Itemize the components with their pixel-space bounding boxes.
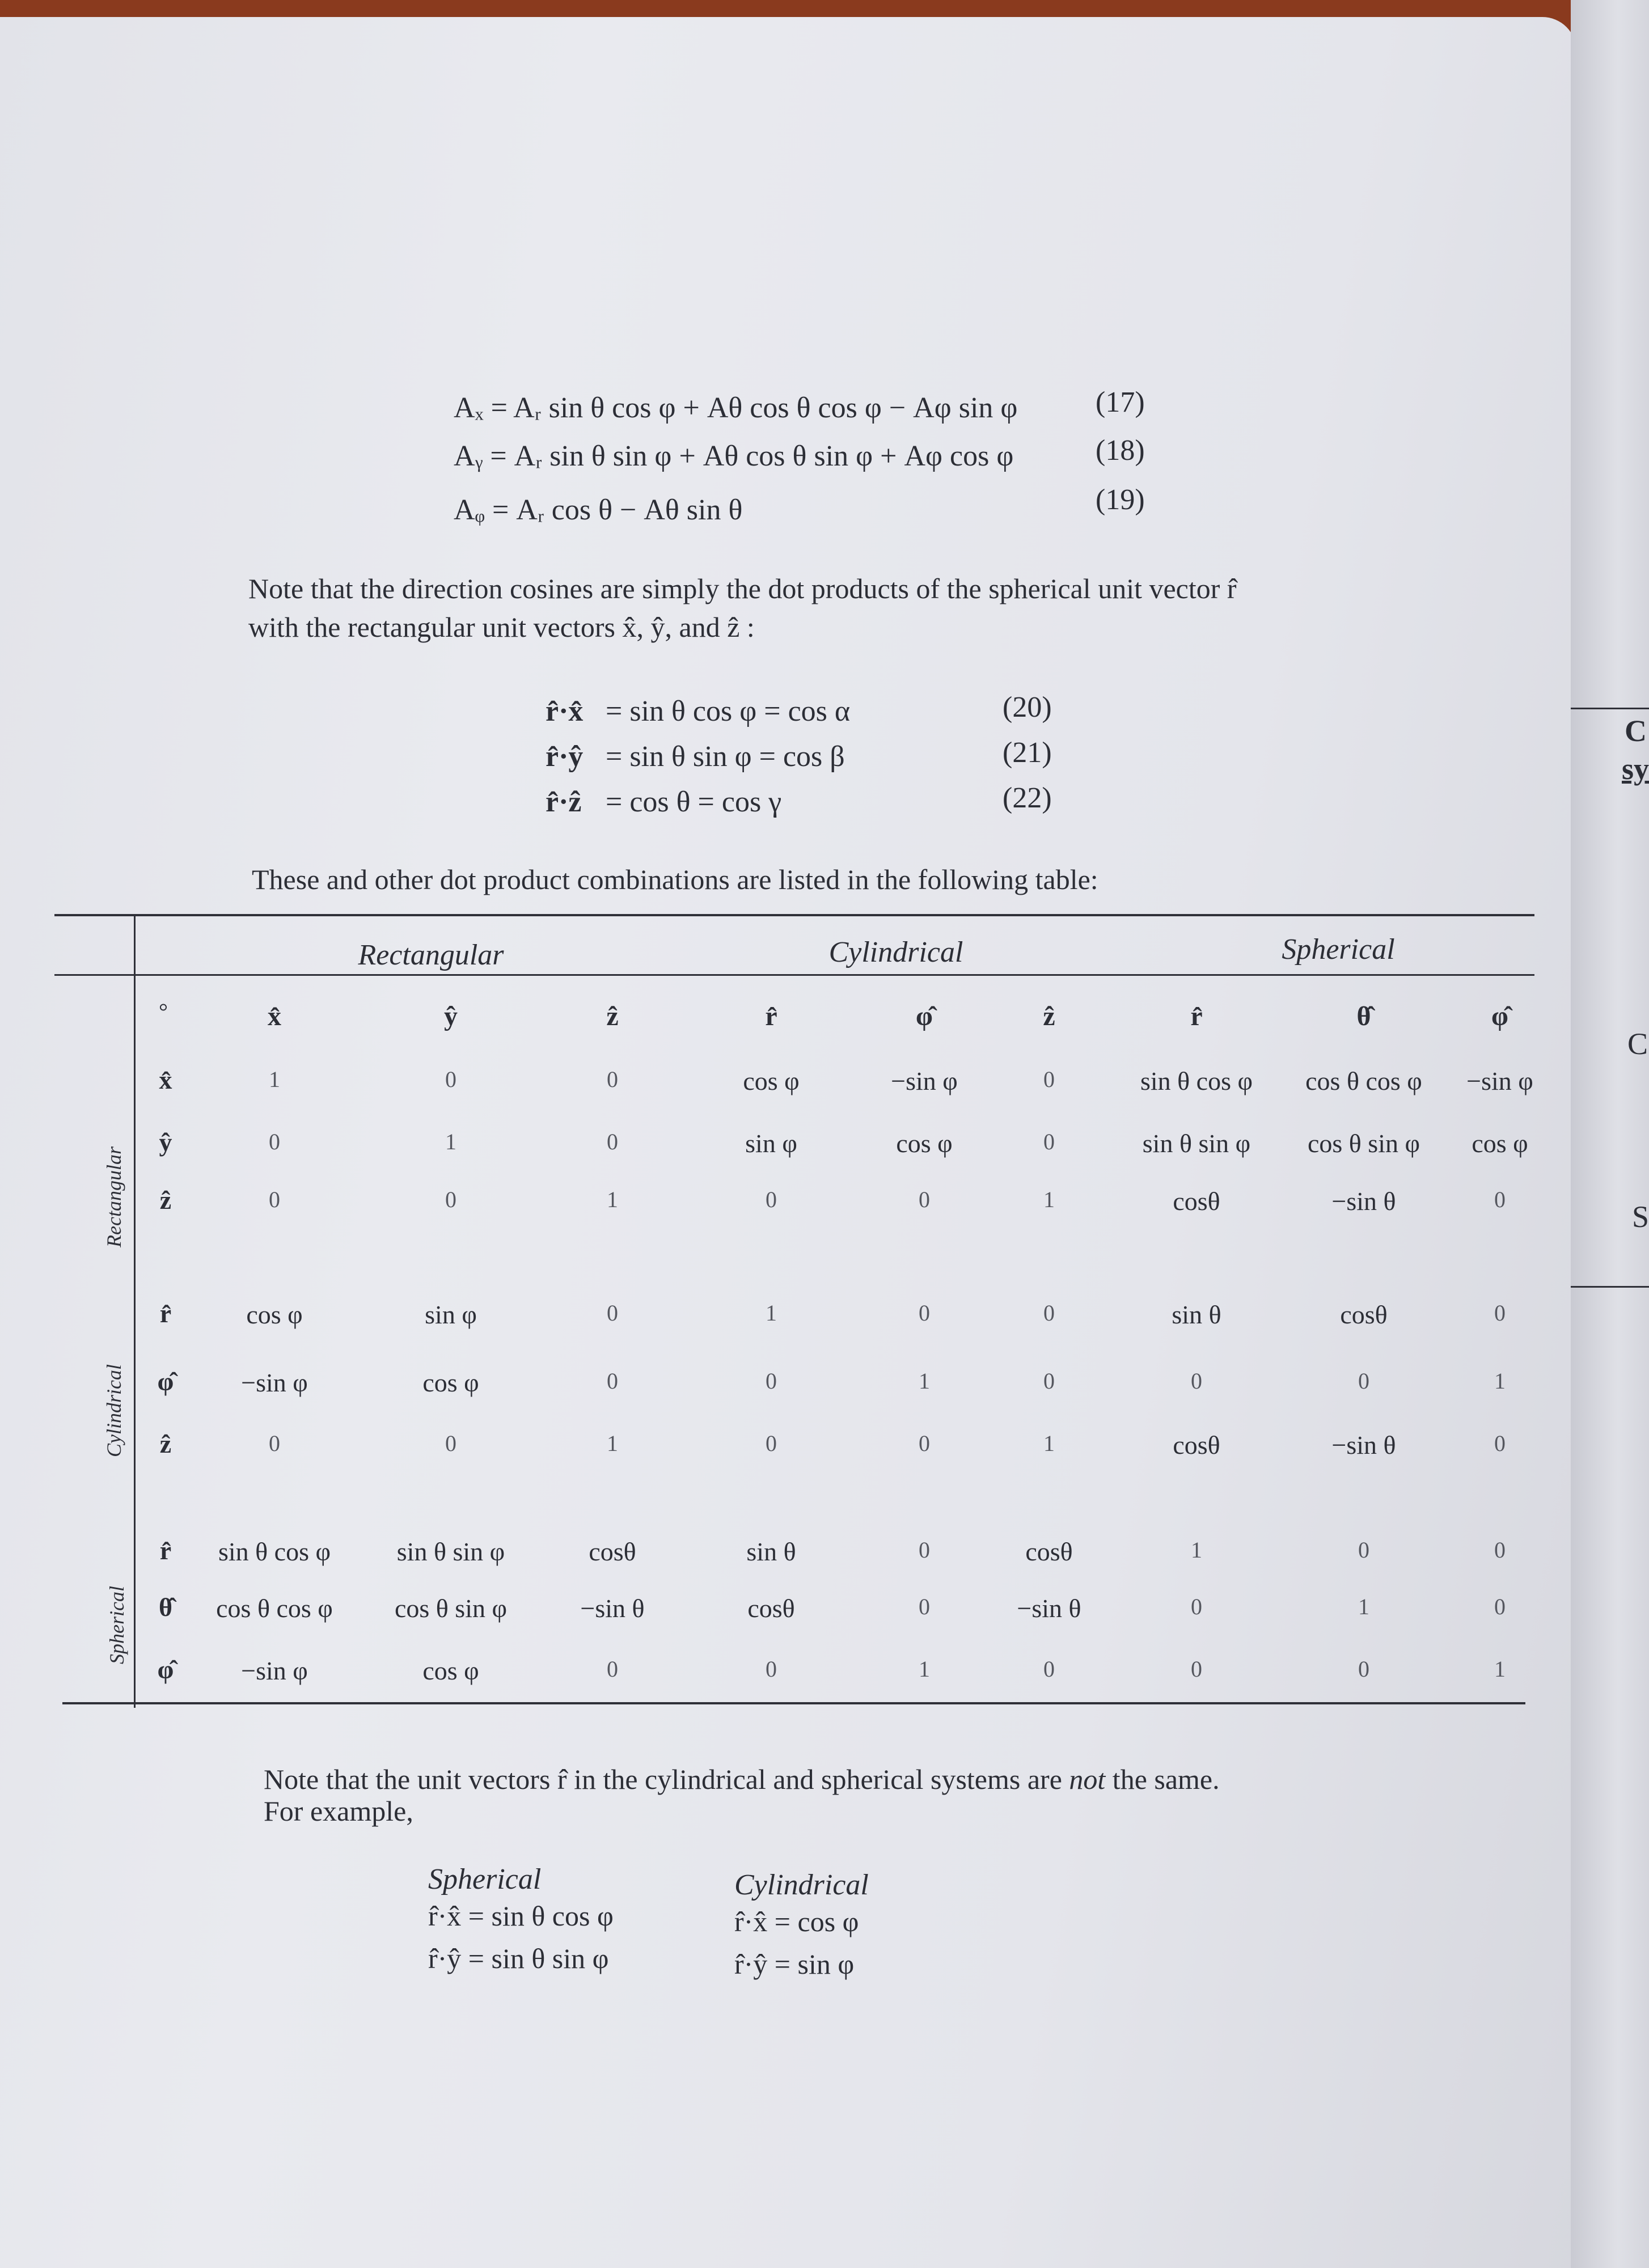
edge-fragment-3: C [1627,1027,1648,1061]
table-cell: cos φ [896,1129,953,1158]
next-page-edge [1571,0,1649,2268]
table-cell: −sin θ [1331,1187,1396,1216]
table-cell: 0 [607,1368,618,1394]
side-label-rectangular: Rectangular [103,1146,125,1247]
table-cell: cosθ [747,1594,795,1623]
table-cell: 0 [445,1431,456,1456]
equation-17: Aₓ = Aᵣ sin θ cos φ + Aθ cos θ cos φ − Aφ sin φ [454,392,1018,424]
table-cell: 1 [1043,1187,1055,1212]
table-cell: 0 [607,1300,618,1326]
table-cell: −sin θ [580,1594,645,1623]
table-cell: 0 [1494,1594,1506,1619]
table-cell: 1 [1043,1431,1055,1456]
row-label: ẑ [159,1429,172,1458]
equation-number-20: (20) [1003,691,1052,723]
equation-number-21: (21) [1003,737,1052,769]
table-cell: 0 [1494,1187,1506,1212]
table-cell: 1 [269,1067,280,1092]
table-cell: 0 [607,1129,618,1154]
table-cell: cos θ sin φ [1307,1129,1420,1158]
table-cell: 0 [1043,1129,1055,1154]
table-cell: 0 [766,1368,777,1394]
row-label: x̂ [159,1065,172,1094]
column-header-5: φ̂ [916,1001,933,1031]
column-header-7: r̂ [1190,1001,1203,1031]
edge-fragment-1: C [1625,714,1647,748]
book-page [0,17,1576,2268]
side-label-spherical: Spherical [105,1586,128,1664]
side-label-cylindrical: Cylindrical [103,1364,125,1457]
table-left-rule [134,914,136,1708]
table-cell: 0 [269,1187,280,1212]
table-cell: 0 [919,1594,930,1619]
example-heading-spherical: Spherical [428,1863,542,1895]
table-cell: 0 [1358,1368,1369,1394]
next-page-rule-1 [1571,708,1649,709]
equation-number-19: (19) [1096,484,1145,516]
table-cell: 0 [269,1129,280,1154]
table-header-rule [54,974,1534,976]
table-cell: 0 [919,1187,930,1212]
table-cell: sin θ [1172,1300,1221,1329]
table-cell: cos φ [422,1368,479,1397]
table-cell: cos φ [422,1656,479,1685]
equation-22-rhs: = cos θ = cos γ [606,786,782,818]
table-cell: −sin θ [1017,1594,1081,1623]
note-text-a: Note that the unit vectors r̂ in the cylindrical and spherical systems are [264,1763,1069,1795]
table-cell: 0 [1191,1594,1202,1619]
table-cell: 1 [1494,1656,1506,1682]
equation-number-22: (22) [1003,782,1052,814]
table-cell: 0 [1358,1537,1369,1563]
table-cell: 0 [1358,1656,1369,1682]
table-cell: sin θ cos φ [1140,1067,1253,1095]
table-cell: cosθ [1173,1187,1220,1216]
table-cell: 0 [766,1187,777,1212]
table-cell: cos θ sin φ [394,1594,508,1623]
column-header-1: x̂ [268,1001,281,1031]
intro-line-1: Note that the direction cosines are simply the dot products of the spherical unit vector r̂ [248,573,1237,604]
table-cell: cos θ cos φ [1305,1067,1422,1095]
table-cell: sin θ sin φ [1142,1129,1251,1158]
table-cell: −sin φ [891,1067,958,1095]
table-top-rule [54,914,1534,916]
table-cell: 0 [607,1067,618,1092]
intro-line-2: with the rectangular unit vectors x̂, ŷ, and ẑ : [248,611,755,643]
table-cell: 0 [1494,1431,1506,1456]
row-label: θ̂ [158,1593,173,1622]
table-cell: cos φ [1472,1129,1528,1158]
table-cell: 1 [1358,1594,1369,1619]
next-page-rule-2 [1571,1286,1649,1288]
equation-number-17: (17) [1096,386,1145,418]
edge-fragment-2: sy [1622,752,1649,786]
table-cell: cosθ [589,1537,636,1566]
table-cell: −sin φ [241,1656,308,1685]
table-cell: 0 [766,1656,777,1682]
equation-20-lhs: r̂·x̂ [546,695,584,727]
example-spherical-line-1: r̂·x̂ = sin θ cos φ [428,1900,614,1932]
row-label: ẑ [159,1186,172,1215]
column-header-6: ẑ [1043,1001,1055,1031]
table-cell: 0 [1043,1368,1055,1394]
row-label: r̂ [159,1299,172,1328]
group-header-rectangular: Rectangular [358,939,504,971]
table-cell: −sin φ [241,1368,308,1397]
table-cell: 0 [1043,1300,1055,1326]
table-cell: sin θ [746,1537,796,1566]
table-cell: sin θ sin φ [396,1537,505,1566]
table-cell: sin φ [745,1129,797,1158]
row-label: r̂ [159,1536,172,1565]
group-header-spherical: Spherical [1282,933,1395,966]
table-cell: 0 [607,1656,618,1682]
example-heading-cylindrical: Cylindrical [734,1869,869,1901]
table-cell: 0 [919,1300,930,1326]
equation-number-18: (18) [1096,434,1145,467]
row-label: ŷ [159,1128,172,1157]
table-corner-symbol: ° [159,998,168,1024]
table-cell: cosθ [1025,1537,1073,1566]
table-cell: 0 [919,1537,930,1563]
column-header-3: ẑ [606,1001,619,1031]
table-cell: 1 [919,1656,930,1682]
table-cell: 0 [766,1431,777,1456]
table-intro: These and other dot product combinations are listed in the following table: [252,864,1098,895]
table-cell: 1 [766,1300,777,1326]
table-cell: 0 [1191,1368,1202,1394]
table-cell: 0 [445,1067,456,1092]
table-cell: 1 [445,1129,456,1154]
example-cylindrical-line-2: r̂·ŷ = sin φ [734,1948,855,1980]
table-cell: −sin θ [1331,1431,1396,1459]
column-header-2: ŷ [444,1001,458,1031]
example-spherical-line-2: r̂·ŷ = sin θ sin φ [428,1943,609,1974]
table-cell: cos θ cos φ [216,1594,333,1623]
row-label: φ̂ [157,1655,174,1684]
table-cell: 0 [269,1431,280,1456]
table-cell: 0 [1043,1067,1055,1092]
table-cell: 1 [919,1368,930,1394]
table-cell: sin θ cos φ [218,1537,331,1566]
equation-20-rhs: = sin θ cos φ = cos α [606,695,851,727]
table-cell: 1 [1191,1537,1202,1563]
table-cell: sin φ [425,1300,477,1329]
table-bottom-rule [62,1702,1525,1704]
table-cell: 1 [607,1431,618,1456]
note-text-b: the same. [1105,1763,1220,1795]
table-cell: cosθ [1173,1431,1220,1459]
table-cell: 0 [1191,1656,1202,1682]
column-header-4: r̂ [765,1001,777,1031]
table-cell: cosθ [1340,1300,1388,1329]
example-cylindrical-line-1: r̂·x̂ = cos φ [734,1906,859,1937]
table-cell: cos φ [246,1300,303,1329]
table-cell: 1 [607,1187,618,1212]
note-text-emphasis: not [1069,1763,1106,1795]
table-cell: 1 [1494,1368,1506,1394]
row-label: φ̂ [157,1367,174,1396]
table-cell: 0 [1494,1300,1506,1326]
table-cell: 0 [445,1187,456,1212]
equation-18: Aᵧ = Aᵣ sin θ sin φ + Aθ cos θ sin φ + Aφ cos φ [454,440,1014,472]
edge-fragment-4: S [1632,1200,1649,1234]
note-line-2: For example, [264,1795,413,1827]
table-cell: 0 [919,1431,930,1456]
equation-21-lhs: r̂·ŷ [546,741,584,773]
equation-21-rhs: = sin θ sin φ = cos β [606,741,845,773]
table-cell: 0 [1043,1656,1055,1682]
equation-19: Aᵩ = Aᵣ cos θ − Aθ sin θ [454,494,743,526]
group-header-cylindrical: Cylindrical [828,936,963,968]
equation-22-lhs: r̂·ẑ [546,786,582,818]
column-header-9: φ̂ [1491,1001,1508,1031]
table-cell: cos φ [743,1067,800,1095]
column-header-8: θ̂ [1356,1001,1371,1031]
table-cell: 0 [1494,1537,1506,1563]
table-cell: −sin φ [1466,1067,1533,1095]
